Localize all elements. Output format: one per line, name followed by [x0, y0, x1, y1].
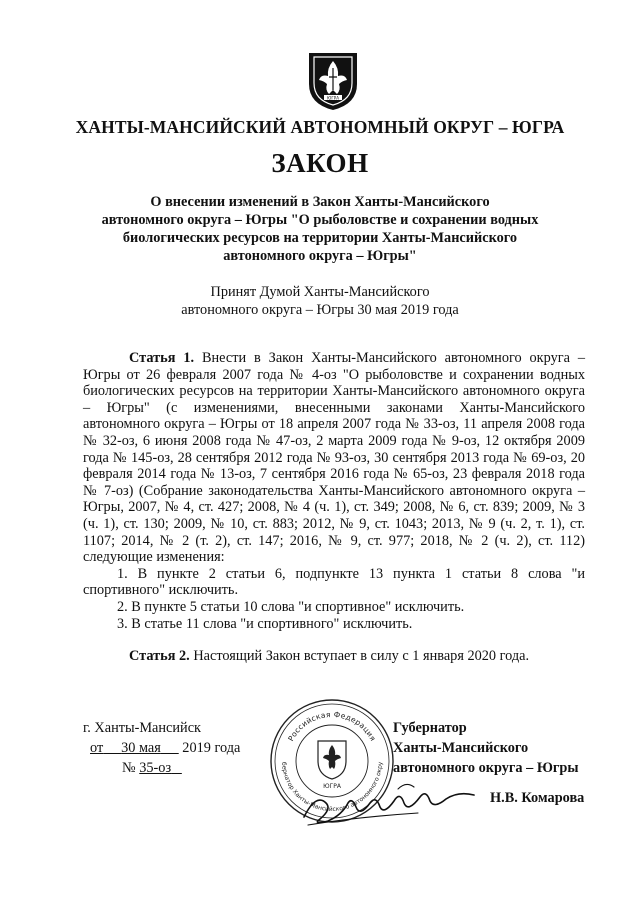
law-title-line: биологических ресурсов на территории Ханты-Мансийского: [122, 230, 518, 246]
law-title: [80, 193, 560, 265]
article-2: [83, 648, 585, 665]
signing-city: г. Ханты-Мансийск: [83, 720, 201, 736]
law-body: [83, 350, 585, 665]
handwritten-signature: [298, 773, 478, 833]
number-prefix: №: [122, 760, 136, 776]
document-type: ЗАКОН: [271, 148, 369, 178]
governor-title: [393, 718, 593, 778]
article-2-label: Статья 2.: [129, 648, 190, 665]
article-1-label: Статья 1.: [129, 350, 195, 366]
seal-caption: ЮГРА: [323, 783, 341, 790]
amendment-item: 2. В пункте 5 статьи 10 слова "и спортивное" исключить.: [117, 598, 465, 615]
governor-title-line: автономного округа – Югры: [393, 760, 579, 776]
svg-text:Российская Федерация: [286, 710, 377, 743]
date-prefix: от: [90, 740, 104, 756]
adoption-line: Принят Думой Ханты-Мансийского: [210, 284, 430, 300]
article-1-text: Внести в Закон Ханты-Мансийского автономного округа – Югры от 26 февраля 2007 года № 4-оз "О рыболовстве и сохранении водных биологических ресурсов на территории Ханты-Мансийского автономного округа – Югры" (с изменениями, внесенными законами Ханты-Мансийского автономного округа – Югры от 18 апреля 2007 года № 33-оз, 11 апреля 2008 года № 32-оз, 6 июня 2008 года № 47-оз, 2 марта 2009 года № 9-оз, 12 октября 2009 года № 145-оз, 28 сентября 2012 года № 93-оз, 30 сентября 2013 года № 69-оз, 20 февраля 2014 года № 13-оз, 7 сентября 2016 года № 65-оз, 23 февраля 2018 года № 7-оз) (Собрание законодательства Ханты-Мансийского автономного округа – Югры, 2007, № 4, ст. 427; 2008, № 4 (ч. 1), ст. 349; 2008, № 6, ст. 839; 2009, № 3 (ч. 1), ст. 130; 2009, № 10, ст. 883; 2012, № 9, ст. 1043; 2013, № 9 (ч. 2, т. 1), ст. 1107; 2014, № 2 (т. 2), ст. 147; 2016, № 9, ст. 977; 2018, № 2 (ч. 2), ст. 112) следующие изменения:: [83, 350, 585, 566]
number-value: 35-оз: [139, 760, 172, 776]
article-2-text: Настоящий Закон вступает в силу с 1 января 2020 года.: [193, 648, 530, 665]
law-title-line: О внесении изменений в Закон Ханты-Мансийского: [150, 194, 490, 210]
governor-title-line: Губернатор: [393, 720, 467, 736]
governor-title-line: Ханты-Мансийского: [393, 740, 529, 756]
emblem-caption: ЮГРА: [327, 95, 339, 101]
seal-top-text: Российская Федерация: [286, 709, 378, 743]
law-title-line: автономного округа – Югры": [223, 248, 417, 264]
date-year: 2019 года: [182, 740, 241, 756]
adoption-note: [100, 283, 540, 319]
law-title-line: автономного округа – Югры "О рыболовстве и сохранении водных: [101, 212, 539, 228]
signing-date: [90, 740, 240, 757]
adoption-line: автономного округа – Югры 30 мая 2019 года: [181, 302, 459, 318]
law-number: [122, 760, 182, 777]
coat-of-arms-emblem: [305, 50, 361, 112]
date-day-month: 30 мая: [121, 740, 161, 756]
seal-side-text: бернатор Ханты-Мансийского автономного окру: [279, 761, 385, 814]
article-1: [83, 350, 585, 566]
region-title: ХАНТЫ-МАНСИЙСКИЙ АВТОНОМНЫЙ ОКРУГ – ЮГРА: [75, 117, 565, 137]
amendment-item: 1. В пункте 2 статьи 6, подпункте 13 пункта 1 статьи 8 слова "и спортивного" исключить.: [83, 565, 585, 599]
amendment-item: 3. В статье 11 слова "и спортивного" исключить.: [117, 615, 413, 632]
governor-name: Н.В. Комарова: [490, 790, 585, 806]
